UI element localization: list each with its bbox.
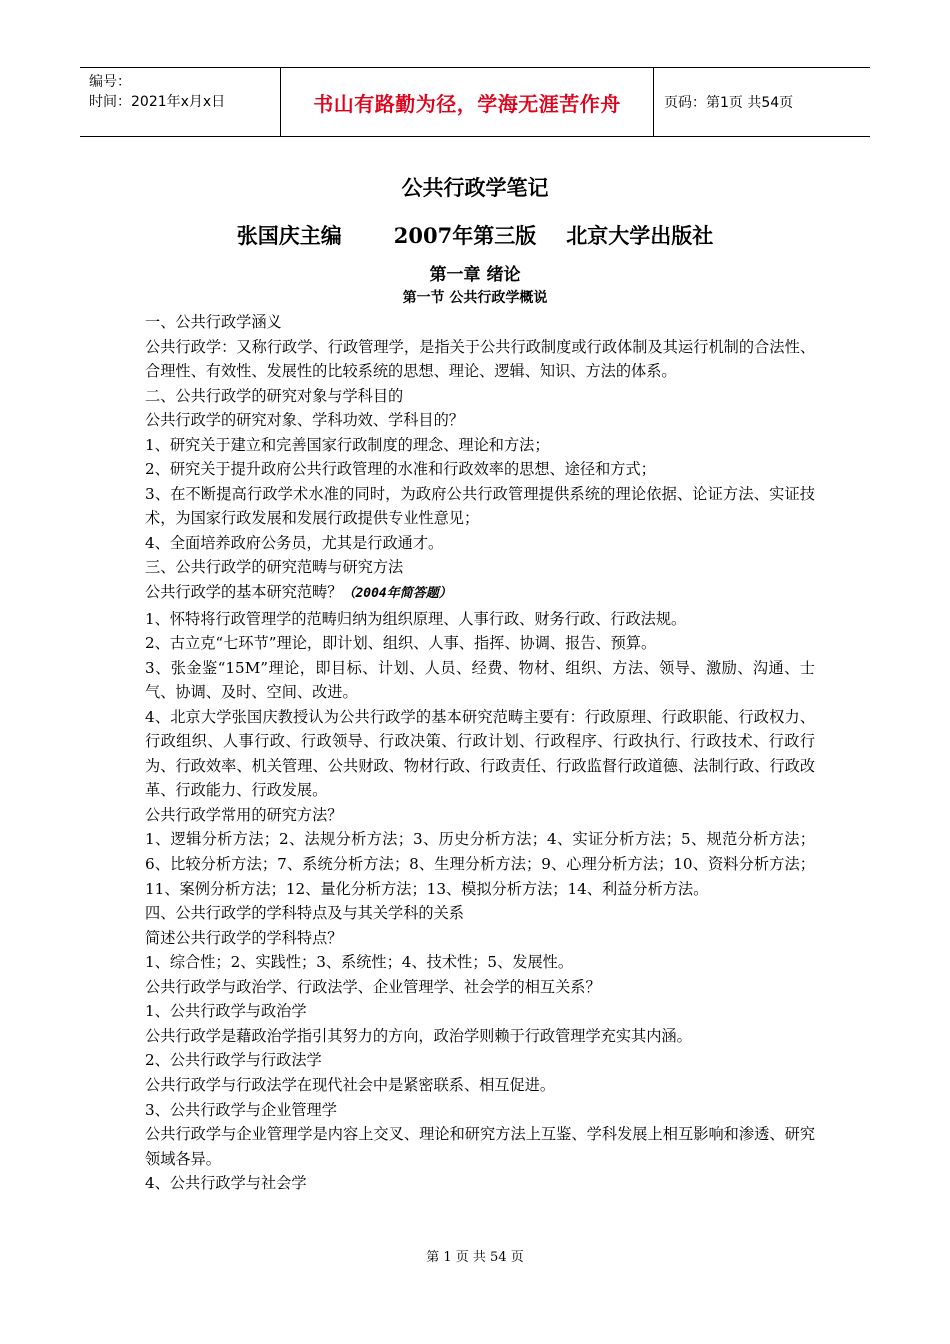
paragraph: 公共行政学是藉政治学指引其努力的方向，政治学则赖于行政管理学充实其内涵。: [145, 1026, 692, 1045]
chapter-heading: 第一章 绪论: [429, 265, 521, 285]
document-subtitle: [0, 220, 950, 250]
paragraph: 公共行政学：又称行政学、行政管理学，是指关于公共行政制度或行政体制及其运行机制的合法性、合理性、有效性、发展性的比较系统的思想、理论、逻辑、知识、方法的体系。: [145, 337, 815, 381]
question: 简述公共行政学的学科特点？: [145, 928, 343, 947]
heading-2: 二、公共行政学的研究对象与学科目的: [145, 386, 404, 405]
header-page-info: [654, 68, 870, 136]
page-footer: 第 1 页 共 54 页: [426, 1250, 524, 1265]
exam-note: （2004年简答题）: [342, 586, 452, 602]
list-item: 3、在不断提高行政学术水准的同时，为政府公共行政管理提供系统的理论依据、论证方法、实证技术，为国家行政发展和发展行政提供专业性意见；: [145, 484, 815, 528]
document-body: [145, 310, 815, 1196]
list-item: 4、全面培养政府公务员，尤其是行政通才。: [145, 533, 444, 552]
section-heading: 第一节 公共行政学概说: [402, 290, 548, 306]
time-label: 时间：2021年x月x日: [89, 94, 226, 110]
list-item: 1、综合性；2、实践性；3、系统性；4、技术性；5、发展性。: [145, 953, 574, 972]
list-item: 1、研究关于建立和完善国家行政制度的理念、理论和方法；: [145, 435, 550, 454]
list-item: 2、研究关于提升政府公共行政管理的水准和行政效率的思想、途径和方式；: [145, 460, 656, 479]
header-meta: [80, 68, 281, 136]
editor-text: 张国庆主编: [236, 223, 342, 248]
question: 公共行政学的研究对象、学科功效、学科目的？: [145, 411, 464, 430]
list-item: 4、公共行政学与社会学: [145, 1174, 307, 1193]
heading-3: 三、公共行政学的研究范畴与研究方法: [145, 558, 404, 577]
serial-label: 编号：: [89, 74, 131, 90]
list-item: 3、公共行政学与企业管理学: [145, 1100, 337, 1119]
paragraph: 公共行政学与企业管理学是内容上交叉、理论和研究方法上互鉴、学科发展上相互影响和渗透、研究领域各异。: [145, 1125, 815, 1168]
list-item: 4、北京大学张国庆教授认为公共行政学的基本研究范畴主要有：行政原理、行政职能、行政权力、行政组织、人事行政、行政领导、行政决策、行政计划、行政程序、行政执行、行政技术、行政行为、行政效率、机关管理、公共财政、物材行政、行政责任、行政监督行政道德、法制行政、行政改革、行政能力、行政发展。: [145, 707, 815, 800]
list-item: 1、公共行政学与政治学: [145, 1002, 307, 1021]
paragraph: 公共行政学与行政法学在现代社会中是紧密联系、相互促进。: [145, 1075, 556, 1094]
header-motto-cell: [281, 68, 654, 136]
heading-1: 一、公共行政学涵义: [145, 313, 282, 331]
list-item: 2、古立克“七环节”理论，即计划、组织、人事、指挥、协调、报告、预算。: [145, 634, 657, 653]
header-motto: 书山有路勤为径，学海无涯苦作舟: [313, 91, 621, 116]
list-item: 2、公共行政学与行政法学: [145, 1051, 322, 1070]
question: 公共行政学常用的研究方法？: [145, 805, 343, 824]
question-text: 公共行政学的基本研究范畴？: [145, 583, 343, 602]
question-with-note: [145, 580, 815, 607]
list-item: 1、怀特将行政管理学的范畴归纳为组织原理、人事行政、财务行政、行政法规。: [145, 609, 687, 628]
document-title: 公共行政学笔记: [401, 175, 549, 200]
list-item: 1、逻辑分析方法；2、法规分析方法；3、历史分析方法；4、实证分析方法；5、规范分析方法；6、比较分析方法；7、系统分析方法；8、生理分析方法；9、心理分析方法；10、资料分析方法；11、案例分析方法；12、量化分析方法；13、模拟分析方法；14、利益分析方法。: [145, 830, 815, 898]
page-info-text: 页码：第1页 共54页: [664, 95, 794, 111]
heading-4: 四、公共行政学的学科特点及与其关学科的关系: [145, 904, 464, 923]
question: 公共行政学与政治学、行政法学、企业管理学、社会学的相互关系？: [145, 977, 601, 996]
edition-text: 2007年第三版: [393, 223, 537, 248]
document-header: [80, 67, 870, 137]
list-item: 3、张金鉴“15M”理论，即目标、计划、人员、经费、物材、组织、方法、领导、激励、沟通、士气、协调、及时、空间、改进。: [145, 658, 815, 702]
publisher-text: 北京大学出版社: [566, 223, 714, 248]
